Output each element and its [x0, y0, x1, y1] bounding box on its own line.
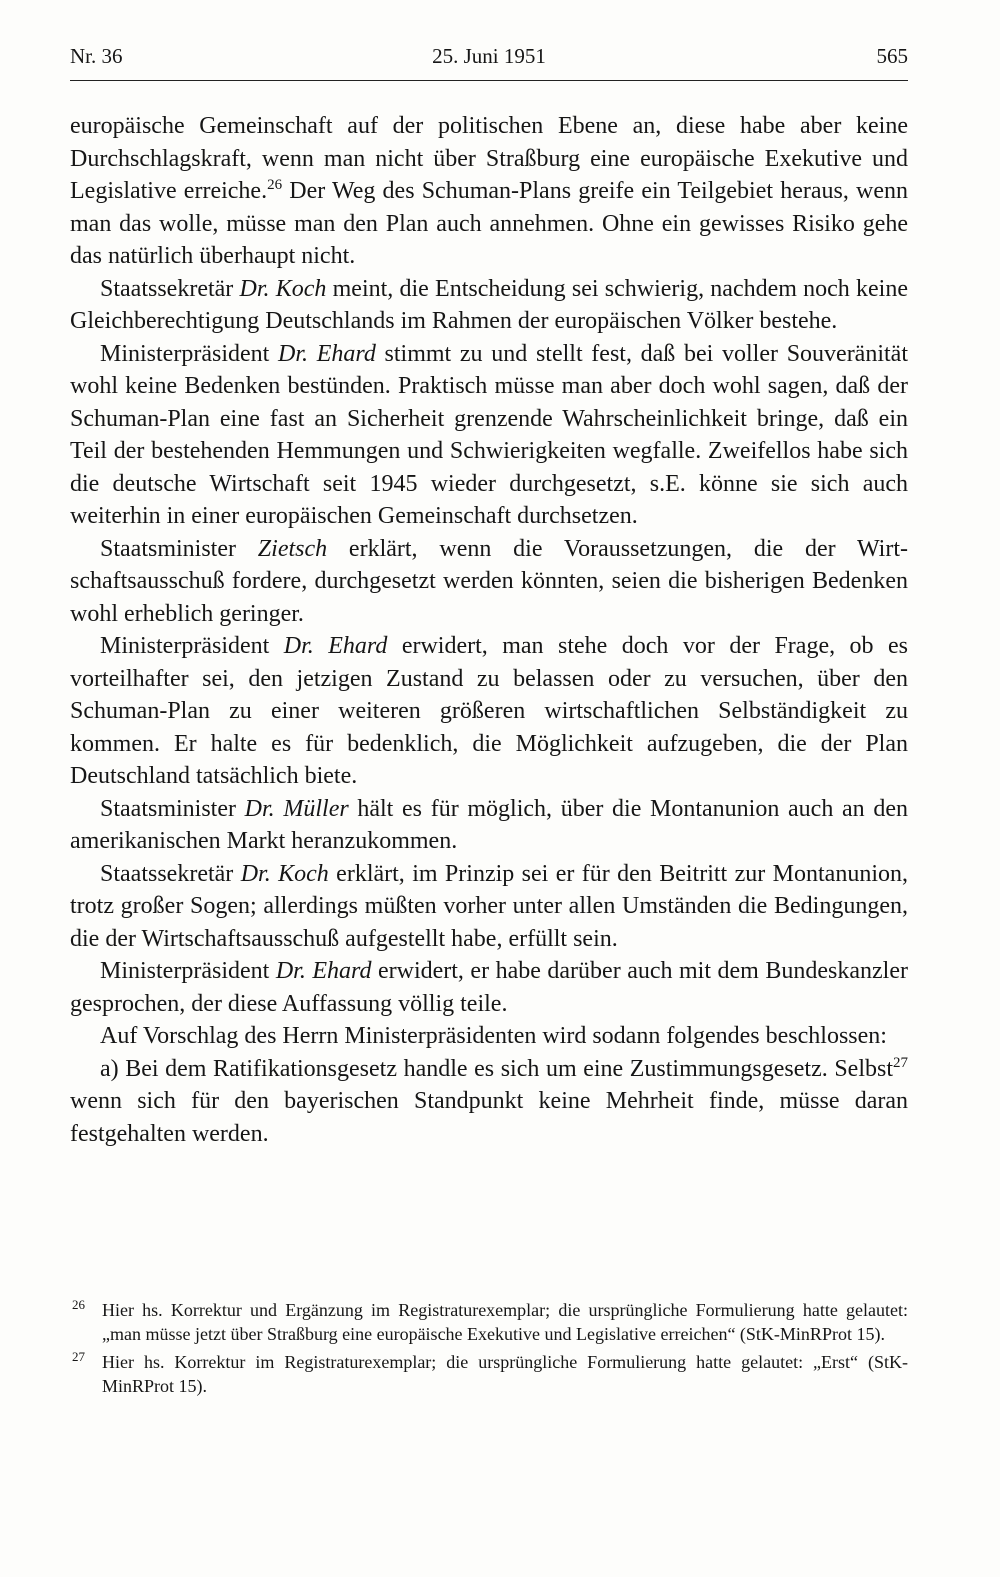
paragraph — [70, 858, 908, 956]
paragraph-text: Der Weg des Schuman-Plans greife ein Teilgebiet heraus, wenn man das wolle, müsse man den Plan auch annehmen. Ohne ein gewisses Risiko gehe das natürlich überhaupt nicht. — [70, 178, 908, 269]
footnotes — [70, 1298, 908, 1402]
paragraph-text: erwidert, man stehe doch vor der Frage, ob es vorteilhafter sei, den jetzigen Zustand zu belassen oder zu versuchen, über den Schuman-Plan zu einer weiteren größeren wirtschaftlichen Selbständigkeit zu kommen. Er halte es für bedenklich, die Möglichkeit aufzugeben, die der Plan Deutschland tatsächlich biete. — [70, 633, 909, 789]
paragraph-text: wenn sich für den bayerischen Standpunkt keine Mehrheit finde, müsse daran festgehalten werden. — [70, 1088, 908, 1147]
footnote-ref: 26 — [267, 177, 283, 193]
speaker-title: Ministerpräsident — [100, 958, 276, 984]
paragraph-text: meint, die Entscheidung sei schwierig, nachdem noch keine Gleichberechtigung Deutschlands im Rahmen der europäischen Völker bestehe. — [70, 275, 909, 334]
footnote — [70, 1350, 908, 1398]
speaker-title: Ministerpräsident — [100, 633, 284, 659]
paragraph — [70, 273, 908, 338]
speaker-title: Staatssekretär — [100, 275, 240, 302]
paragraph — [70, 533, 908, 631]
footnote — [70, 1298, 908, 1346]
paragraph — [70, 338, 908, 533]
speaker-name: Zietsch — [257, 535, 328, 562]
paragraph-text: stimmt zu und stellt fest, daß bei voller Souveränität wohl keine Bedenken bestünden. Praktisch müsse man aber doch wohl sagen, daß der Schuman-Plan eine fast an Sicherheit grenzende Wahrscheinlichkeit bringe, daß ein Teil der bestehenden Hemmungen und Schwierigkeiten wegfalle. Zweifellos habe sich die deutsche Wirtschaft seit 1945 wieder durchgesetzt, s.E. könne sie sich auch weiterhin in einer europäischen Gemeinschaft durchsetzen. — [70, 340, 908, 529]
running-header — [70, 44, 908, 80]
paragraph-text: erwidert, er habe darüber auch mit dem Bundeskanzler gesprochen, der diese Auffassung völlig teile. — [70, 958, 908, 1017]
paragraph-text: hält es für möglich, über die Montanunion auch an den amerikanischen Markt heranzukommen. — [70, 795, 908, 854]
paragraph-text: a) Bei dem Ratifikationsgesetz handle es sich um eine Zustimmungsgesetz. Selbst — [100, 1055, 893, 1082]
speaker-name: Dr. Koch — [239, 275, 327, 302]
paragraph — [70, 955, 908, 1020]
paragraph — [70, 630, 908, 793]
speaker-name: Dr. Koch — [240, 860, 329, 887]
footnote-number: 26 — [72, 1297, 85, 1312]
footnote-ref: 27 — [893, 1054, 908, 1071]
speaker-title: Staatsminister — [100, 535, 258, 562]
paragraph-text: erklärt, im Prinzip sei er für den Beitritt zur Montanunion, trotz großer Sogen; allerdings müßten vorher unter allen Umständen die Bedingungen, die der Wirtschaftsausschuß aufgestellt habe, erfüllt sein. — [70, 860, 908, 952]
paragraph — [70, 1020, 908, 1053]
paragraph-text: europäische Gemeinschaft auf der politischen Ebene an, diese habe aber keine Durchschlagskraft, wenn man nicht über Straßburg eine europäische Exekutive und Legislative erreiche. — [70, 113, 908, 204]
document-number: Nr. 36 — [70, 44, 123, 68]
footnote-text: Hier hs. Korrektur und Ergänzung im Registraturexemplar; die ursprüngliche Formulierung hatte gelautet: „man müsse jetzt über Straßburg eine europäische Exekutive und Legislative erreichen“ (StK-MinRProt 15). — [102, 1300, 908, 1344]
page-number: 565 — [876, 44, 908, 68]
speaker-name: Dr. Ehard — [278, 340, 376, 367]
document-date: 25. Juni 1951 — [432, 44, 546, 68]
speaker-name: Dr. Ehard — [283, 633, 388, 659]
body-text — [70, 110, 908, 1150]
paragraph-text: erklärt, wenn die Voraussetzungen, die der Wirtschaftsausschuß fordere, durchgesetzt werden könnten, seien die bisherigen Bedenken wohl erheblich geringer. — [70, 535, 909, 627]
speaker-title: Staatsminister — [100, 795, 245, 822]
speaker-name: Dr. Ehard — [275, 958, 372, 984]
footnote-text: Hier hs. Korrektur im Registraturexemplar; die ursprüngliche Formulierung hatte gelautet: „Erst“ (StK-MinRProt 15). — [102, 1352, 908, 1396]
speaker-title: Staatssekretär — [100, 860, 241, 887]
footnote-number: 27 — [72, 1349, 85, 1364]
paragraph — [70, 110, 908, 273]
header-rule — [70, 80, 908, 81]
speaker-title: Ministerpräsident — [100, 340, 278, 367]
speaker-name: Dr. Müller — [244, 795, 349, 822]
decision-paragraph — [70, 1053, 908, 1151]
paragraph — [70, 793, 908, 858]
paragraph-text: Auf Vorschlag des Herrn Ministerpräsidenten wird sodann folgendes beschlossen: — [100, 1023, 887, 1049]
